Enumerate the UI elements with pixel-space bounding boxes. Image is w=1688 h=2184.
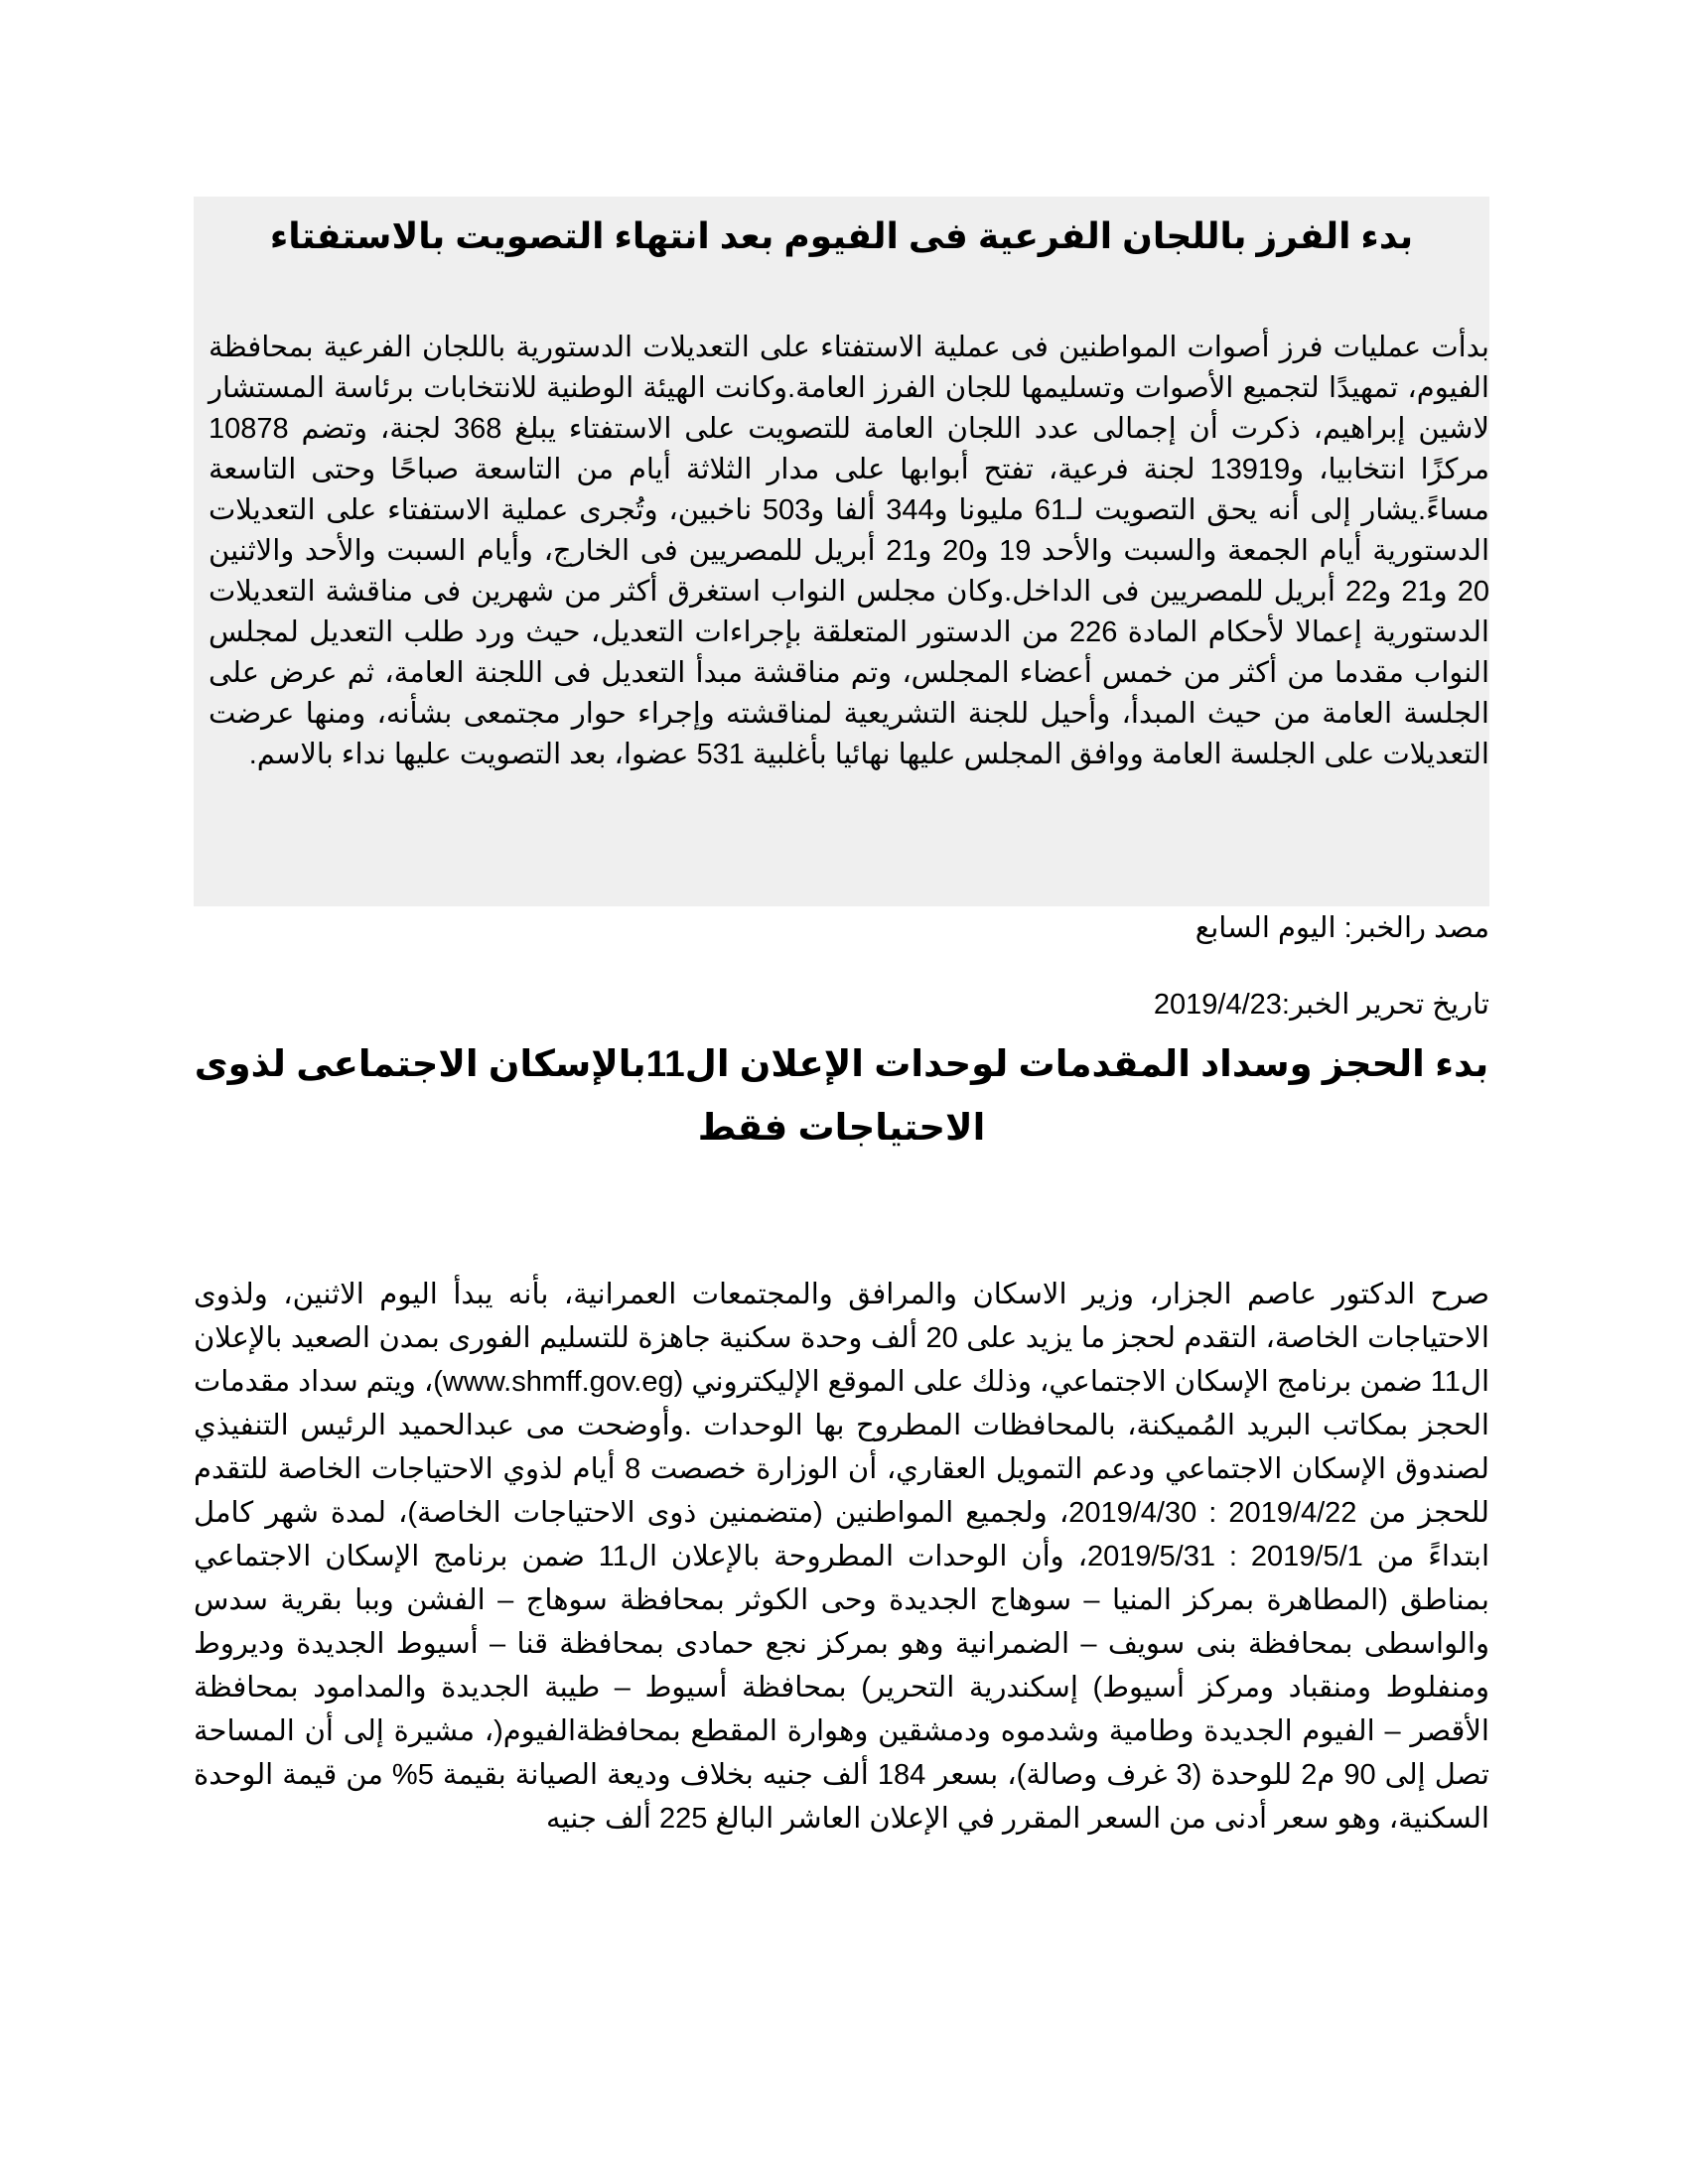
source-line: مصد رالخبر: اليوم السابع	[1195, 912, 1489, 944]
article1-title: بدء الفرز باللجان الفرعية فى الفيوم بعد انتهاء التصويت بالاستفتاء	[269, 215, 1414, 256]
date-line: تاريخ تحرير الخبر:2019/4/23	[1153, 989, 1489, 1021]
article2-body: صرح الدكتور عاصم الجزار، وزير الاسكان والمرافق والمجتمعات العمرانية، بأنه يبدأ اليوم الاثنين، ولذوى الاحتياجات الخاصة، التقدم لحجز ما يزيد على 20 ألف وحدة سكنية جاهزة للتسليم الفورى بمدن الصعيد بالإعلان ال11 ضمن برنامج الإسكان الاجتماعي، وذلك على الموقع الإليكتروني (www.shmff.gov.eg)، ويتم سداد مقدمات الحجز بمكاتب البريد المُميكنة، بالمحافظات المطروح بها الوحدات .وأوضحت مى عبدالحميد الرئيس التنفيذي لصندوق الإسكان الاجتماعي ودعم التمويل العقاري، أن الوزارة خصصت 8 أيام لذوي الاحتياجات الخاصة للتقدم للحجز من 2019/4/22 : 2019/4/30، ولجميع المواطنين (متضمنين ذوى الاحتياجات الخاصة)، لمدة شهر كامل ابتداءً من 2019/5/1 : 2019/5/31، وأن الوحدات المطروحة بالإعلان ال11 ضمن برنامج الإسكان الاجتماعي بمناطق (المطاهرة بمركز المنيا – سوهاج الجديدة وحى الكوثر بمحافظة سوهاج – الفشن وببا بقرية سدس والواسطى بمحافظة بنى سويف – الضمرانية وهو بمركز نجع حمادى بمحافظة قنا – أسيوط الجديدة وديروط ومنفلوط ومنقباد ومركز أسيوط) إسكندرية التحرير) بمحافظة أسيوط – طيبة الجديدة والمدامود بمحافظة الأقصر – الفيوم الجديدة وطامية وشدموه ودمشقين وهوارة المقطع بمحافظةالفيوم(، مشيرة إلى أن المساحة تصل إلى 90 م2 للوحدة (3 غرف وصالة)، بسعر 184 ألف جنيه بخلاف وديعة الصيانة بقيمة 5% من قيمة الوحدة السكنية، وهو سعر أدنى من السعر المقرر في الإعلان العاشر البالغ 225 ألف جنيه	[194, 1279, 1490, 1835]
article2-title: بدء الحجز وسداد المقدمات لوحدات الإعلان ال11بالإسكان الاجتماعى لذوى الاحتياجات فقط	[194, 1043, 1489, 1148]
article1-body: بدأت عمليات فرز أصوات المواطنين فى عملية الاستفتاء على التعديلات الدستورية باللجان الفرعية بمحافظة الفيوم، تمهيدًا لتجميع الأصوات وتسليمها للجان الفرز العامة.وكانت الهيئة الوطنية للانتخابات برئاسة المستشار لاشين إبراهيم، ذكرت أن إجمالى عدد اللجان العامة للتصويت على الاستفتاء يبلغ 368 لجنة، وتضم 10878 مركزًا انتخابيا، و13919 لجنة فرعية، تفتح أبوابها على مدار الثلاثة أيام من التاسعة صباحًا وحتى التاسعة مساءً.يشار إلى أنه يحق التصويت لـ61 مليونا و344 ألفا و503 ناخبين، وتُجرى عملية الاستفتاء على التعديلات الدستورية أيام الجمعة والسبت والأحد 19 و20 و21 أبريل للمصريين فى الخارج، وأيام السبت والأحد والاثنين 20 و21 و22 أبريل للمصريين فى الداخل.وكان مجلس النواب استغرق أكثر من شهرين فى مناقشة التعديلات الدستورية إعمالا لأحكام المادة 226 من الدستور المتعلقة بإجراءات التعديل، حيث ورد طلب التعديل لمجلس النواب مقدما من أكثر من خمس أعضاء المجلس، وتم مناقشة مبدأ التعديل فى اللجنة العامة، ثم عرض على الجلسة العامة من حيث المبدأ، وأحيل للجنة التشريعية لمناقشته وإجراء حوار مجتمعى بشأنه، ومنها عرضت التعديلات على الجلسة العامة ووافق المجلس عليها نهائيا بأغلبية 531 عضوا، بعد التصويت عليها نداء بالاسم.	[209, 332, 1490, 770]
